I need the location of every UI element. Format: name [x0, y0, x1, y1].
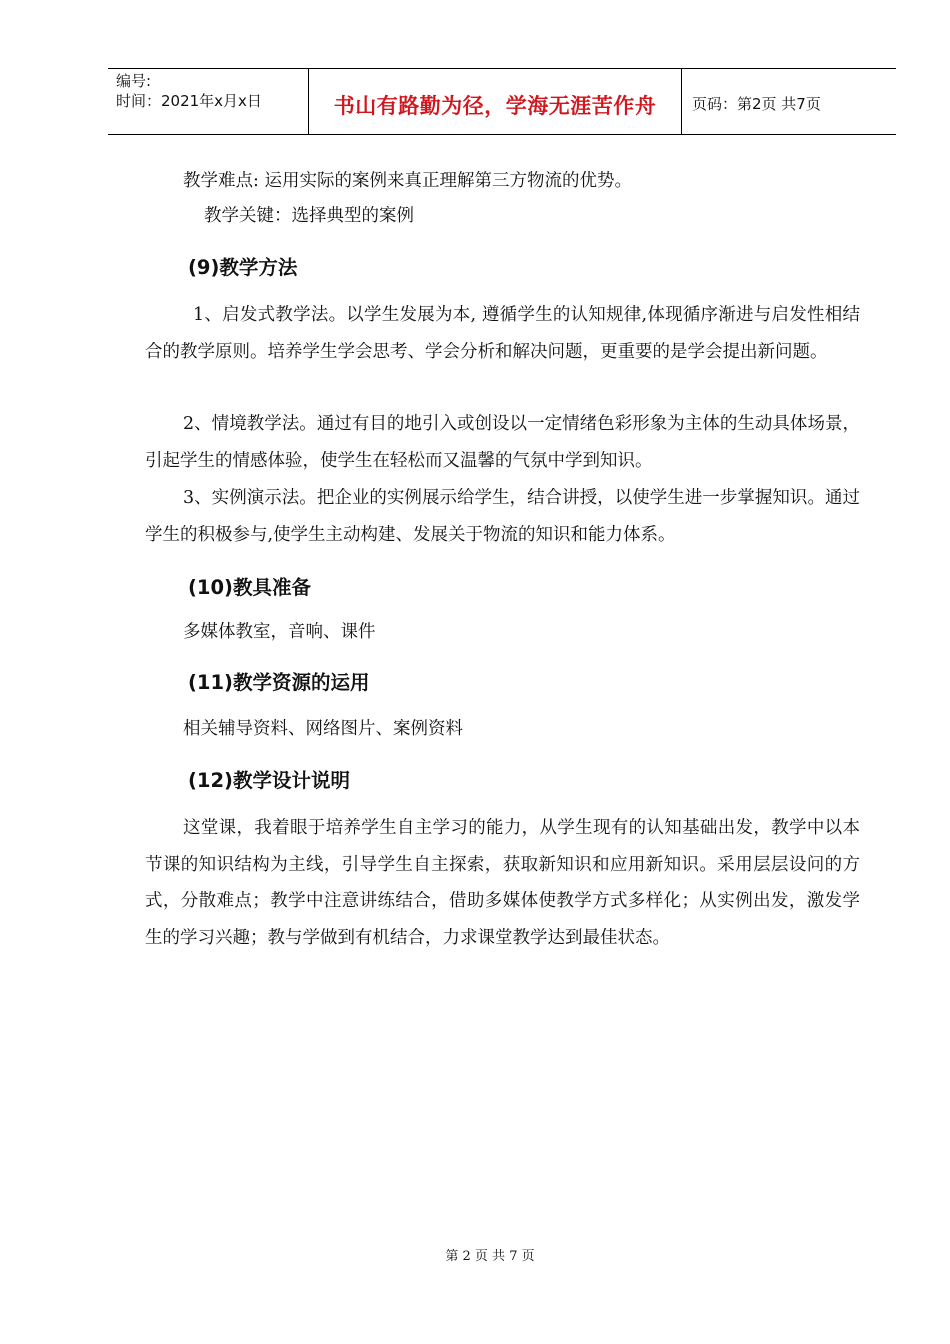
section-heading-design: (12)教学设计说明	[188, 769, 350, 792]
section-heading-tools: (10)教具准备	[188, 576, 311, 599]
document-header	[108, 68, 896, 135]
page-info: 页码：第2页 共7页	[692, 95, 821, 113]
code-label: 编号:	[116, 72, 152, 90]
time-label: 时间：2021年x月x日	[116, 92, 262, 110]
header-page-cell	[682, 69, 896, 134]
header-motto-cell	[309, 69, 682, 134]
motto-text: 书山有路勤为径，学海无涯苦作舟	[333, 93, 657, 118]
tools-text: 多媒体教室，音响、课件	[183, 622, 376, 642]
page-footer: 第 2 页 共 7 页	[445, 1249, 535, 1264]
header-meta-cell	[108, 69, 309, 134]
section-heading-methods: (9)教学方法	[188, 256, 298, 279]
methods-paragraph-3: 3、实例演示法。把企业的实例展示给学生，结合讲授，以使学生进一步掌握知识。通过学生的积极参与,使学生主动构建、发展关于物流的知识和能力体系。	[145, 488, 860, 545]
methods-paragraph-2: 2、情境教学法。通过有目的地引入或创设以一定情绪色彩形象为主体的生动具体场景，引起学生的情感体验，使学生在轻松而又温馨的气氛中学到知识。	[145, 414, 860, 471]
resources-text: 相关辅导资料、网络图片、案例资料	[183, 719, 463, 739]
design-paragraph: 这堂课，我着眼于培养学生自主学习的能力，从学生现有的认知基础出发，教学中以本节课的知识结构为主线，引导学生自主探索，获取新知识和应用新知识。采用层层设问的方式，分散难点；教学中注意讲练结合，借助多媒体使教学方式多样化；从实例出发，激发学生的学习兴趣；教与学做到有机结合，力求课堂教学达到最佳状态。	[145, 818, 860, 948]
methods-paragraph-1: 1、启发式教学法。以学生发展为本, 遵循学生的认知规律,体现循序渐进与启发性相结合的教学原则。培养学生学会思考、学会分析和解决问题，更重要的是学会提出新问题。	[145, 305, 860, 362]
difficulty-line: 教学难点: 运用实际的案例来真正理解第三方物流的优势。	[183, 171, 632, 191]
key-line: 教学关键：选择典型的案例	[204, 206, 414, 226]
section-heading-resources: (11)教学资源的运用	[188, 671, 370, 694]
